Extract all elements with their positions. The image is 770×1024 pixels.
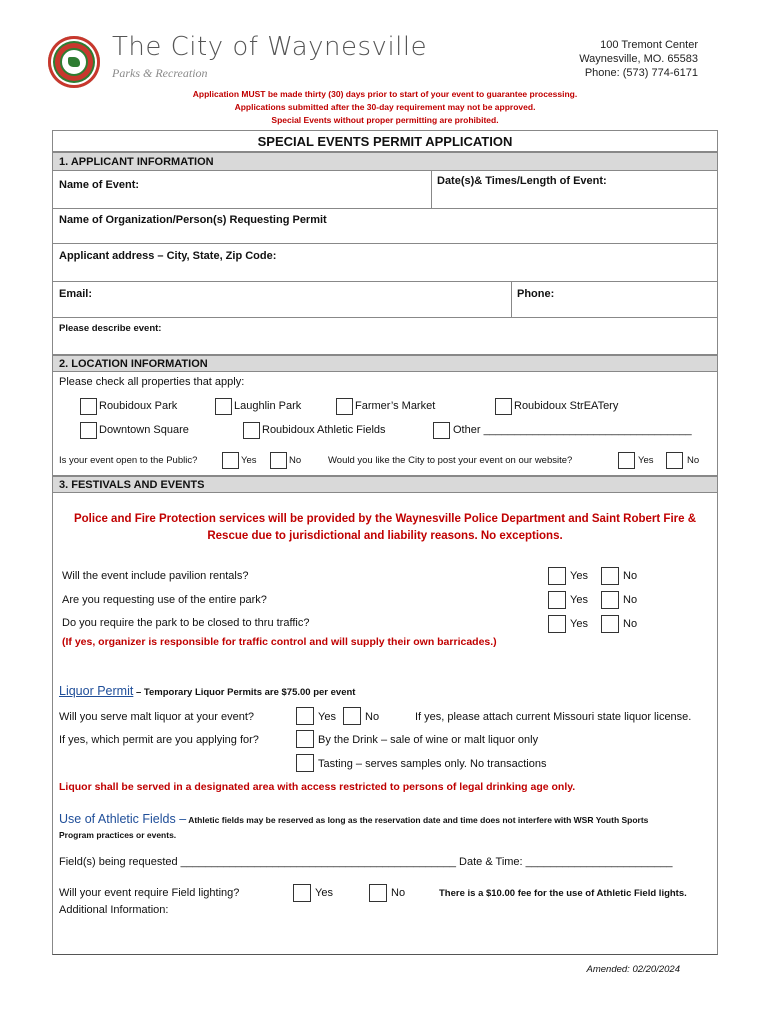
checkbox-pavilion-yes[interactable]: [548, 567, 566, 585]
warning-line-2: Applications submitted after the 30-day requirement may not be approved.: [234, 102, 536, 112]
checkbox-athletic-fields[interactable]: [243, 422, 260, 439]
closed-yes-label: Yes: [570, 618, 588, 630]
laughlin-park-label: Laughlin Park: [234, 400, 302, 412]
athletic-fields-note: Athletic fields may be reserved as long as the reservation date and time does not interfere with WSR Youth Sports: [186, 815, 649, 825]
form-title: SPECIAL EVENTS PERMIT APPLICATION: [52, 130, 718, 152]
phone-label: Phone:: [517, 288, 555, 300]
pavilion-yes-label: Yes: [570, 570, 588, 582]
section-1-header: 1. APPLICANT INFORMATION: [52, 152, 718, 171]
checkbox-website-no[interactable]: [666, 452, 683, 469]
email-label: Email:: [59, 288, 93, 300]
divider: [431, 171, 432, 208]
city-seal-logo: [48, 36, 100, 88]
athletic-fields-heading: [59, 812, 648, 826]
section-2-header: 2. LOCATION INFORMATION: [52, 355, 718, 372]
address-row[interactable]: [52, 244, 718, 282]
checkbox-public-yes[interactable]: [222, 452, 239, 469]
checkbox-by-the-drink[interactable]: [296, 730, 314, 748]
location-section: [52, 372, 718, 476]
website-yes-label: Yes: [638, 455, 654, 466]
by-the-drink-label: By the Drink – sale of wine or malt liquor only: [318, 734, 539, 746]
public-yes-label: Yes: [241, 455, 257, 466]
amended-date: Amended: 02/20/2024: [586, 964, 680, 975]
divider: [511, 282, 512, 317]
checkbox-malt-no[interactable]: [343, 707, 361, 725]
entire-park-yes-label: Yes: [570, 594, 588, 606]
name-of-event-label: Name of Event:: [59, 179, 140, 191]
other-location-field[interactable]: Other __________________________________: [453, 424, 692, 436]
traffic-control-note: (If yes, organizer is responsible for traffic control and will supply their own barricades.): [62, 636, 497, 648]
malt-yes-label: Yes: [318, 711, 336, 723]
liquor-permit-title: Liquor Permit: [59, 684, 134, 698]
farmers-market-label: Farmer’s Market: [355, 400, 436, 412]
checkbox-other[interactable]: [433, 422, 450, 439]
which-permit-question: If yes, which permit are you applying for?: [59, 734, 259, 746]
checkbox-closed-yes[interactable]: [548, 615, 566, 633]
city-subtitle: Parks & Recreation: [112, 66, 208, 80]
festivals-section: [52, 493, 718, 955]
liquor-area-note: Liquor shall be served in a designated area with access restricted to persons of legal drinking age only.: [59, 781, 576, 793]
address-phone: Phone: (573) 774-6171: [584, 67, 698, 79]
tasting-label: Tasting – serves samples only. No transactions: [318, 758, 547, 770]
closed-no-label: No: [623, 618, 638, 630]
athletic-fields-label: Roubidoux Athletic Fields: [262, 424, 386, 436]
lighting-fee-note: There is a $10.00 fee for the use of Athletic Field lights.: [439, 888, 687, 899]
checkbox-farmers-market[interactable]: [336, 398, 353, 415]
describe-event-label: Please describe event:: [59, 323, 162, 334]
downtown-square-label: Downtown Square: [99, 424, 189, 436]
fields-requested-field[interactable]: Field(s) being requested _____________________________________________ Date & Time: ________________________: [59, 856, 673, 868]
checkbox-closed-no[interactable]: [601, 615, 619, 633]
pavilion-no-label: No: [623, 570, 638, 582]
pavilion-question: Will the event include pavilion rentals?: [62, 570, 249, 582]
lighting-yes-label: Yes: [315, 887, 333, 899]
dates-label: Date(s)& Times/Length of Event:: [437, 175, 607, 187]
police-fire-notice: Police and Fire Protection services will be provided by the Waynesville Police Department and Saint Robert Fire & Rescue due to jurisdictional and liability reasons. No exceptions.: [73, 513, 697, 542]
address-line-1: 100 Tremont Center: [600, 39, 698, 51]
checkbox-lighting-yes[interactable]: [293, 884, 311, 902]
checkbox-downtown-square[interactable]: [80, 422, 97, 439]
website-no-label: No: [687, 455, 700, 466]
checkbox-tasting[interactable]: [296, 754, 314, 772]
checkbox-streatery[interactable]: [495, 398, 512, 415]
liquor-permit-fee: – Temporary Liquor Permits are $75.00 per event: [133, 687, 356, 698]
malt-no-label: No: [365, 711, 380, 723]
checkbox-entire-park-yes[interactable]: [548, 591, 566, 609]
email-phone-row[interactable]: [52, 282, 718, 318]
lighting-no-label: No: [391, 887, 406, 899]
address-line-2: Waynesville, MO. 65583: [579, 53, 698, 65]
checkbox-website-yes[interactable]: [618, 452, 635, 469]
additional-info-label[interactable]: Additional Information:: [59, 904, 169, 916]
missouri-map-icon: [60, 48, 88, 76]
organization-row[interactable]: [52, 209, 718, 244]
section-3-header: 3. FESTIVALS AND EVENTS: [52, 476, 718, 493]
warning-line-1: Application MUST be made thirty (30) days prior to start of your event to guarantee processing.: [192, 89, 578, 99]
city-title: The City of Waynesville: [112, 32, 428, 62]
athletic-fields-note-2: Program practices or events.: [59, 830, 177, 840]
address-label: Applicant address – City, State, Zip Code:: [59, 250, 277, 262]
check-all-label: Please check all properties that apply:: [59, 376, 245, 388]
checkbox-entire-park-no[interactable]: [601, 591, 619, 609]
name-of-event-row[interactable]: [52, 171, 718, 209]
field-lighting-question: Will your event require Field lighting?: [59, 887, 240, 899]
entire-park-no-label: No: [623, 594, 638, 606]
public-question: Is your event open to the Public?: [59, 455, 198, 466]
roubidoux-park-label: Roubidoux Park: [99, 400, 178, 412]
checkbox-public-no[interactable]: [270, 452, 287, 469]
closed-traffic-question: Do you require the park to be closed to thru traffic?: [62, 617, 310, 629]
liquor-license-note: If yes, please attach current Missouri state liquor license.: [415, 711, 692, 723]
entire-park-question: Are you requesting use of the entire park?: [62, 594, 267, 606]
athletic-fields-title: Use of Athletic Fields –: [59, 812, 187, 826]
streatery-label: Roubidoux StrEATery: [514, 400, 619, 412]
public-no-label: No: [289, 455, 302, 466]
checkbox-roubidoux-park[interactable]: [80, 398, 97, 415]
malt-liquor-question: Will you serve malt liquor at your event?: [59, 711, 255, 723]
city-address: [579, 38, 698, 80]
organization-label: Name of Organization/Person(s) Requesting Permit: [59, 214, 327, 226]
website-question: Would you like the City to post your event on our website?: [328, 455, 573, 466]
checkbox-malt-yes[interactable]: [296, 707, 314, 725]
checkbox-laughlin-park[interactable]: [215, 398, 232, 415]
warning-line-3: Special Events without proper permitting are prohibited.: [271, 115, 499, 125]
liquor-permit-heading: [59, 684, 355, 698]
checkbox-pavilion-no[interactable]: [601, 567, 619, 585]
checkbox-lighting-no[interactable]: [369, 884, 387, 902]
describe-event-row[interactable]: [52, 318, 718, 355]
application-warning: [0, 88, 770, 127]
